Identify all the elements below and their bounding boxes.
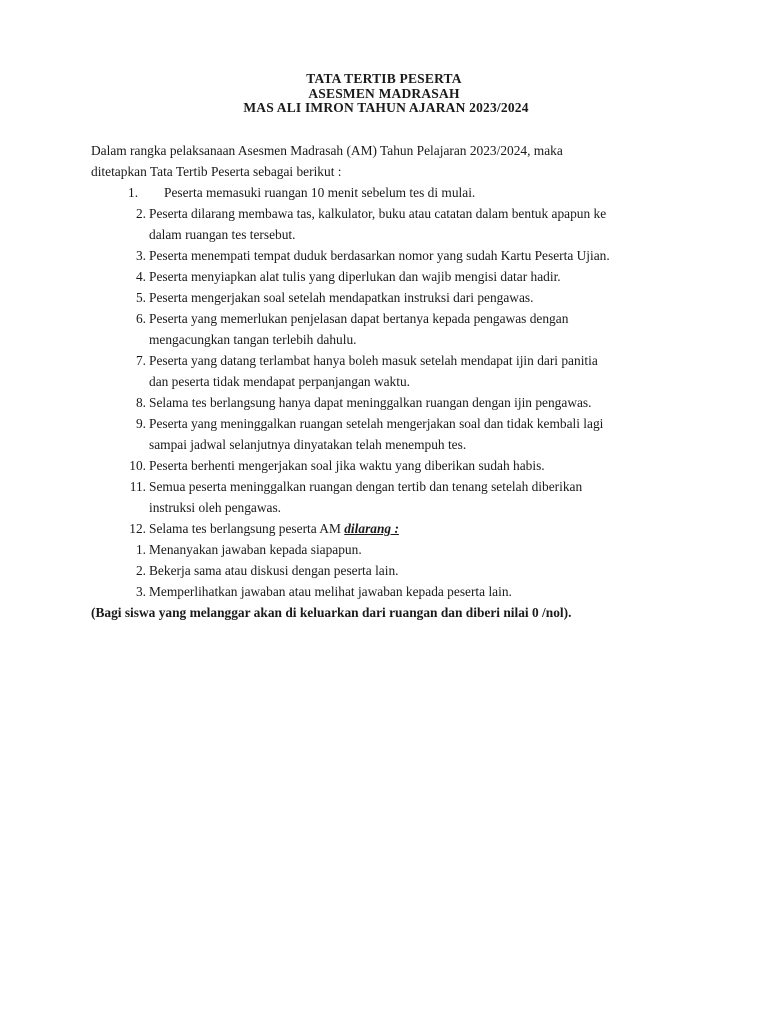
prohibitions-list — [91, 539, 691, 602]
document-body — [91, 140, 691, 623]
rule-item — [91, 287, 691, 308]
rule-item — [91, 182, 691, 203]
rule-item — [91, 350, 691, 392]
rule-item — [91, 266, 691, 287]
rule-text-continuation: dalam ruangan tes tersebut. — [149, 227, 296, 242]
rule-text: Peserta yang memerlukan penjelasan dapat bertanya kepada pengawas dengan — [149, 311, 569, 326]
rule-text-continuation: instruksi oleh pengawas. — [149, 500, 282, 515]
rule-text: Selama tes berlangsung hanya dapat meninggalkan ruangan dengan ijin pengawas. — [149, 395, 592, 410]
rule-item — [91, 308, 691, 350]
rule-number: 3. — [135, 248, 146, 263]
rule-item — [91, 245, 691, 266]
rule-item — [91, 203, 691, 245]
rule-text-continuation: mengacungkan tangan terlebih dahulu. — [149, 332, 357, 347]
rule-text: Peserta dilarang membawa tas, kalkulator, buku atau catatan dalam bentuk apapun ke — [149, 206, 607, 221]
rule-item — [91, 476, 691, 518]
rule-number: 10. — [129, 458, 146, 473]
title-line-1: TATA TERTIB PESERTA — [306, 71, 462, 86]
rule-item — [91, 392, 691, 413]
rule-text: Semua peserta meninggalkan ruangan dengan tertib dan tenang setelah diberikan — [149, 479, 583, 494]
intro-line-2: ditetapkan Tata Tertib Peserta sebagai berikut : — [91, 164, 342, 179]
rule-item — [91, 413, 691, 455]
rule-text-continuation: sampai jadwal selanjutnya dinyatakan telah menempuh tes. — [149, 437, 467, 452]
prohibition-number: 2. — [135, 563, 146, 578]
rule-item — [91, 455, 691, 476]
rule-text: Selama tes berlangsung peserta AM — [149, 521, 345, 536]
prohibition-number: 1. — [135, 542, 146, 557]
rule-number: 5. — [135, 290, 146, 305]
rule-text: Peserta menyiapkan alat tulis yang diperlukan dan wajib mengisi datar hadir. — [149, 269, 561, 284]
rule-number: 8. — [135, 395, 146, 410]
prohibition-text: Memperlihatkan jawaban atau melihat jawaban kepada peserta lain. — [149, 584, 512, 599]
rule-number: 6. — [135, 311, 146, 326]
rule-number: 12. — [129, 521, 146, 536]
rule-item-12 — [91, 518, 691, 539]
title-line-3: MAS ALI IMRON TAHUN AJARAN 2023/2024 — [243, 100, 529, 115]
rule-number: 11. — [129, 479, 146, 494]
intro-line-1: Dalam rangka pelaksanaan Asesmen Madrasah (AM) Tahun Pelajaran 2023/2024, maka — [91, 143, 563, 158]
rule-number: 7. — [135, 353, 146, 368]
title-line-2: ASESMEN MADRASAH — [308, 85, 460, 101]
prohibited-label: dilarang : — [344, 521, 399, 536]
rules-list — [91, 182, 691, 518]
document-title — [0, 72, 768, 116]
rule-text: Peserta yang datang terlambat hanya boleh masuk setelah mendapat ijin dari panitia — [149, 353, 598, 368]
rule-text: Peserta memasuki ruangan 10 menit sebelum tes di mulai. — [164, 185, 476, 200]
rule-text-continuation: dan peserta tidak mendapat perpanjangan waktu. — [149, 374, 411, 389]
prohibition-text: Bekerja sama atau diskusi dengan peserta lain. — [149, 563, 399, 578]
rule-text: Peserta berhenti mengerjakan soal jika waktu yang diberikan sudah habis. — [149, 458, 545, 473]
rule-number: 4. — [135, 269, 146, 284]
prohibition-item — [91, 581, 691, 602]
rule-number: 2. — [135, 206, 146, 221]
rule-number: 1. — [128, 185, 139, 200]
rule-text: Peserta mengerjakan soal setelah mendapatkan instruksi dari pengawas. — [149, 290, 534, 305]
rule-text: Peserta menempati tempat duduk berdasarkan nomor yang sudah Kartu Peserta Ujian. — [149, 248, 610, 263]
prohibition-text: Menanyakan jawaban kepada siapapun. — [149, 542, 362, 557]
prohibition-number: 3. — [135, 584, 146, 599]
prohibition-item — [91, 539, 691, 560]
closing-note: (Bagi siswa yang melanggar akan di keluarkan dari ruangan dan diberi nilai 0 /nol). — [91, 605, 572, 620]
prohibition-item — [91, 560, 691, 581]
rule-text: Peserta yang meninggalkan ruangan setelah mengerjakan soal dan tidak kembali lagi — [149, 416, 604, 431]
rule-number: 9. — [135, 416, 146, 431]
